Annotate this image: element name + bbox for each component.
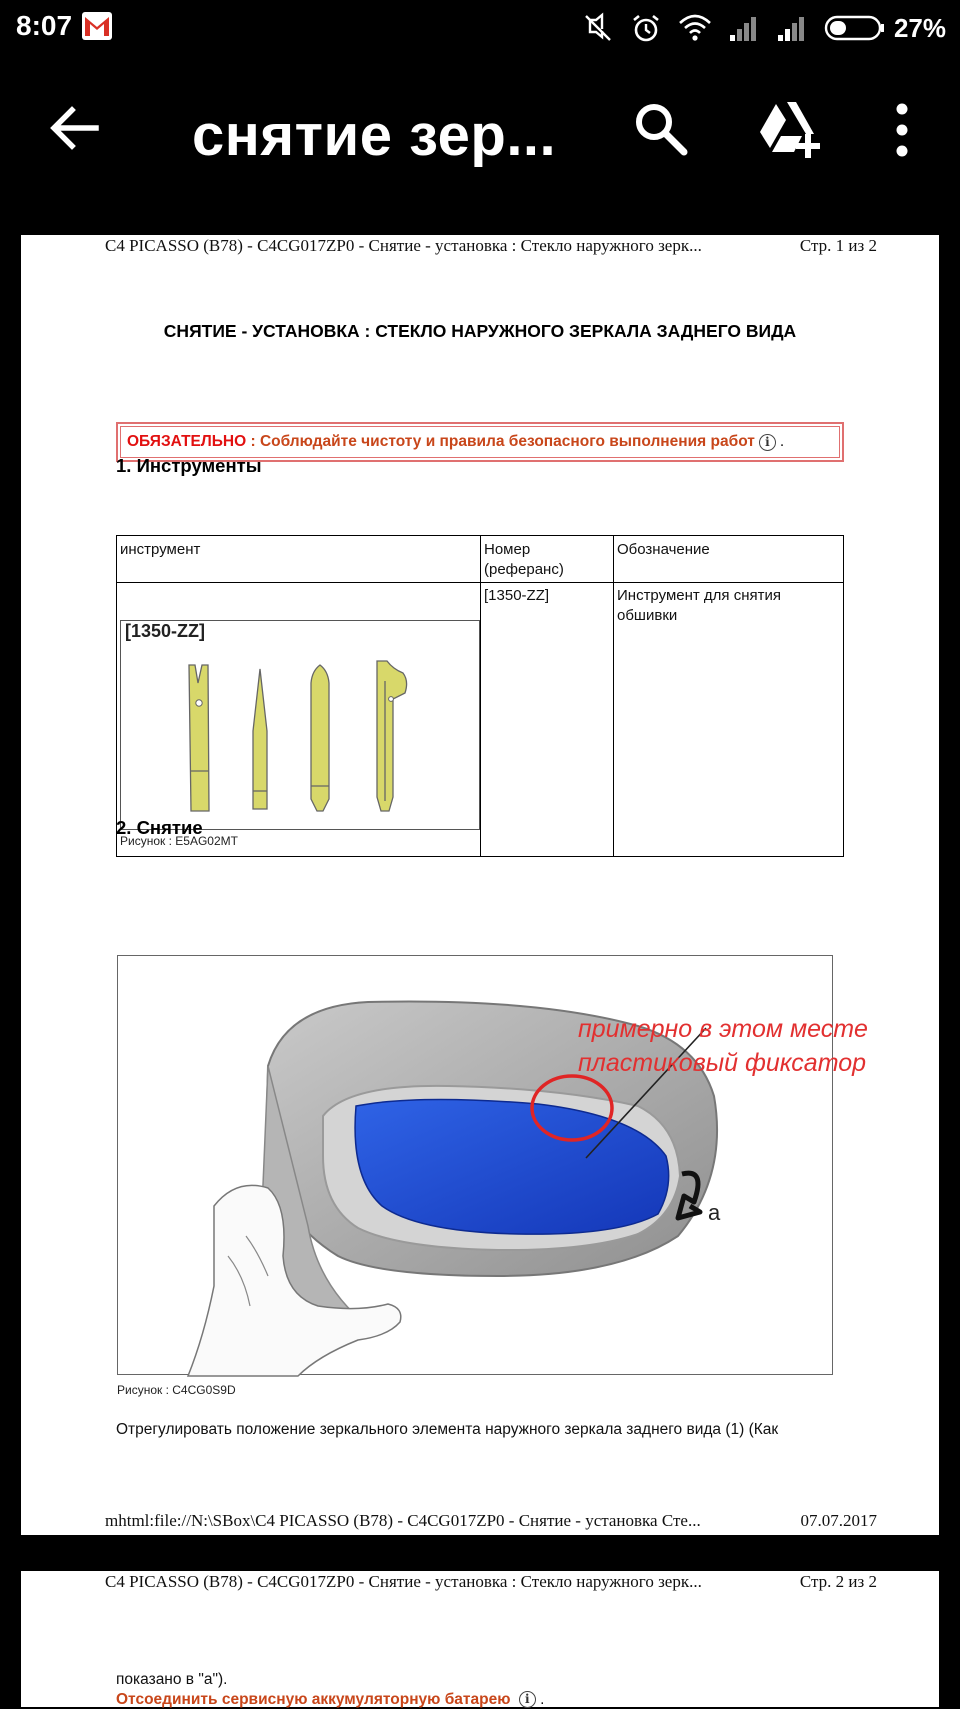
back-arrow-icon[interactable] — [44, 98, 104, 158]
info-icon[interactable]: i — [759, 434, 776, 451]
print-footer-path: mhtml:file://N:\SBox\C4 PICASSO (B78) - C4CG017ZP0 - Снятие - установка Сте... — [105, 1511, 701, 1530]
more-vert-icon[interactable] — [890, 102, 914, 158]
status-time: 8:07 — [16, 10, 73, 41]
table-cell-ref: [1350-ZZ] — [484, 587, 550, 604]
battery-instruction — [116, 1691, 544, 1709]
print-header-title: C4 PICASSO (B78) - C4CG017ZP0 - Снятие - установка : Стекло наружного зерк... — [105, 236, 702, 255]
mandatory-text[interactable]: Соблюдайте чистоту и правила безопасного выполнения работ — [259, 433, 755, 450]
instruction-text: Отрегулировать положение зеркального элемента наружного зеркала заднего вида (1) (Как — [116, 1421, 779, 1438]
wifi-icon — [678, 13, 712, 43]
document-page-1[interactable] — [21, 235, 939, 1535]
status-bar — [0, 0, 960, 54]
tool-figure-caption: Рисунок : E5AG02MT — [120, 834, 238, 848]
app-bar — [0, 54, 960, 234]
battery-instruction-end: . — [540, 1691, 545, 1708]
print-footer — [105, 1511, 877, 1531]
alarm-icon — [630, 12, 662, 44]
print-header — [105, 1572, 877, 1592]
tool-figure — [120, 620, 480, 830]
gmail-icon — [82, 12, 112, 40]
mirror-figure — [117, 955, 868, 1375]
mirror-marker-a: a — [708, 1200, 721, 1225]
section-title-removal: 2. Снятие — [116, 817, 203, 838]
instruction-continued: показано в "a"). — [116, 1671, 228, 1688]
print-header-page: Стр. 1 из 2 — [799, 236, 877, 255]
battery-percent: 27% — [893, 12, 946, 43]
signal-icon — [776, 13, 808, 43]
info-icon[interactable]: i — [519, 1691, 536, 1708]
trim-tools-illustration — [121, 621, 481, 831]
status-icons — [566, 8, 946, 48]
document-page-2[interactable] — [21, 1571, 939, 1707]
table-cell-designation: Инструмент для снятия обшивки — [617, 587, 781, 624]
annotation-line-1: примерно в этом месте — [578, 1015, 868, 1043]
tool-figure-label: [1350-ZZ] — [125, 621, 206, 641]
drive-add-icon[interactable] — [756, 98, 822, 160]
annotation-line-2: пластиковый фиксатор — [578, 1049, 867, 1077]
mandatory-separator: : — [246, 433, 260, 450]
table-header-tool: инструмент — [120, 541, 201, 558]
signal-icon — [728, 13, 760, 43]
page-heading: СНЯТИЕ - УСТАНОВКА : СТЕКЛО НАРУЖНОГО ЗЕРКАЛА ЗАДНЕГО ВИДА — [163, 321, 797, 341]
fixator-annotation — [578, 1012, 868, 1080]
table-header-designation: Обозначение — [617, 541, 710, 558]
table-header-ref: Номер (реферанс) — [484, 541, 564, 578]
search-icon[interactable] — [632, 100, 690, 158]
print-header-page: Стр. 2 из 2 — [799, 1572, 877, 1591]
print-header-title: C4 PICASSO (B78) - C4CG017ZP0 - Снятие - установка : Стекло наружного зерк... — [105, 1572, 702, 1591]
mute-icon — [582, 12, 614, 44]
tools-table — [116, 535, 844, 857]
document-title: снятие зер... — [192, 103, 557, 168]
mirror-figure-caption: Рисунок : C4CG0S9D — [117, 1383, 236, 1397]
mandatory-end: . — [779, 433, 785, 450]
print-footer-date: 07.07.2017 — [800, 1511, 877, 1530]
battery-instruction-link[interactable]: Отсоединить сервисную аккумуляторную батарею — [116, 1691, 511, 1708]
mandatory-label: ОБЯЗАТЕЛЬНО — [127, 433, 247, 450]
section-title-tools: 1. Инструменты — [116, 455, 262, 476]
print-header — [105, 236, 877, 256]
battery-icon — [824, 14, 886, 42]
